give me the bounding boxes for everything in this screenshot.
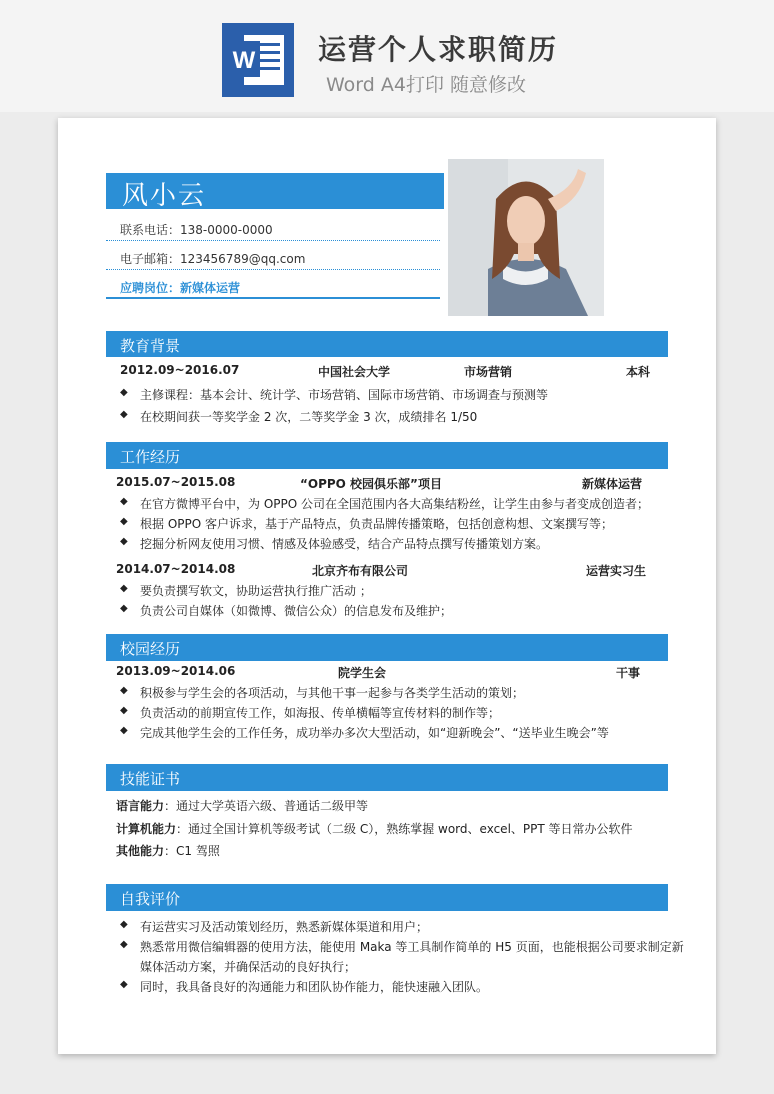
list-item: ◆ 积极参与学生会的各项活动，与其他干事一起参与各类学生活动的策划； [120,685,525,700]
section-title: 工作经历 [120,448,181,466]
list-item: ◆ 有运营实习及活动策划经历，熟悉新媒体渠道和用户； [120,919,429,934]
email-text: 电子邮箱：123456789@qq.com [120,252,306,266]
divider [106,660,668,661]
section-title: 技能证书 [120,770,181,788]
section-title: 自我评价 [120,890,181,908]
candidate-name: 风小云 [122,181,207,211]
list-item: ◆ 挖掘分析网友使用习惯、情感及体验感受，结合产品特点撰写传播策划方案。 [120,536,549,551]
section-campus-header [106,634,668,660]
job-role: 运营实习生 [586,564,647,578]
list-item: ◆ 完成其他学生会的工作任务，成功举办多次大型活动，如“迎新晚会”、“送毕业生晚会”等 [120,725,609,740]
list-item: ◆ 要负责撰写软文，协助运营执行推广活动 ； [120,583,372,598]
list-item: ◆ 主修课程：基本会计、统计学、市场营销、国际市场营销、市场调查与预测等 [120,387,549,402]
list-item-continued: 媒体活动方案，并确保活动的良好执行； [140,960,357,974]
list-item: ◆ 根据 OPPO 客户诉求，基于产品特点，负责品牌传播策略，包括创意构想、文案撰写等； [120,516,613,531]
education-period: 2012.09~2016.07 [120,363,240,377]
campus-role: 干事 [616,666,641,680]
education-school: 中国社会大学 [318,365,391,379]
page-title: 运营个人求职简历 [318,33,559,66]
phone-text: 联系电话：138-0000-0000 [120,223,273,237]
list-item: ◆ 负责公司自媒体（如微博、微信公众）的信息发布及维护； [120,603,453,618]
divider [106,269,440,270]
section-title: 校园经历 [120,640,181,658]
list-item: ◆ 在校期间获一等奖学金 2 次，二等奖学金 3 次，成绩排名 1/50 [120,409,478,424]
section-education-header [106,331,668,357]
page-subtitle: Word A4打印 随意修改 [326,74,527,96]
section-self-header [106,884,668,910]
section-skills-header [106,764,668,790]
name-bar [106,173,444,209]
top-banner [0,0,774,112]
section-title: 教育背景 [120,337,181,355]
list-item: ◆ 在官方微博平台中，为 OPPO 公司在全国范围内各大高集结粉丝，让学生由参与者变成创造者； [120,496,649,511]
campus-period: 2013.09~2014.06 [116,664,236,678]
divider [106,468,668,469]
profile-photo [448,159,604,316]
education-major: 市场营销 [464,365,513,379]
job-target: 应聘岗位：新媒体运营 [120,281,241,295]
skill-other: 其他能力：C1 驾照 [116,844,220,858]
campus-org: 院学生会 [338,666,387,680]
divider [106,297,440,299]
divider [106,910,668,911]
list-item: ◆ 同时，我具备良好的沟通能力和团队协作能力，能快速融入团队。 [120,979,489,994]
divider [106,240,440,241]
resume-page [58,118,716,1054]
job-org: “OPPO 校园俱乐部”项目 [300,477,442,491]
svg-text:W: W [232,47,256,74]
divider [106,790,668,791]
skill-language: 语言能力：通过大学英语六级、普通话二级甲等 [116,799,369,813]
skill-computer: 计算机能力：通过全国计算机等级考试（二级 C），熟练掌握 word、excel、PPT 等日常办公软件 [116,822,633,836]
list-item: ◆ 熟悉常用微信编辑器的使用方法，能使用 Maka 等工具制作简单的 H5 页面，也能根据公司要求制定新 [120,939,684,954]
job-period: 2014.07~2014.08 [116,562,236,576]
word-document-icon [222,23,294,97]
job-role: 新媒体运营 [582,477,643,491]
job-org: 北京齐布有限公司 [312,564,409,578]
job-period: 2015.07~2015.08 [116,475,236,489]
list-item: ◆ 负责活动的前期宣传工作，如海报、传单横幅等宣传材料的制作等； [120,705,501,720]
section-work-header [106,442,668,468]
education-degree: 本科 [626,365,651,379]
